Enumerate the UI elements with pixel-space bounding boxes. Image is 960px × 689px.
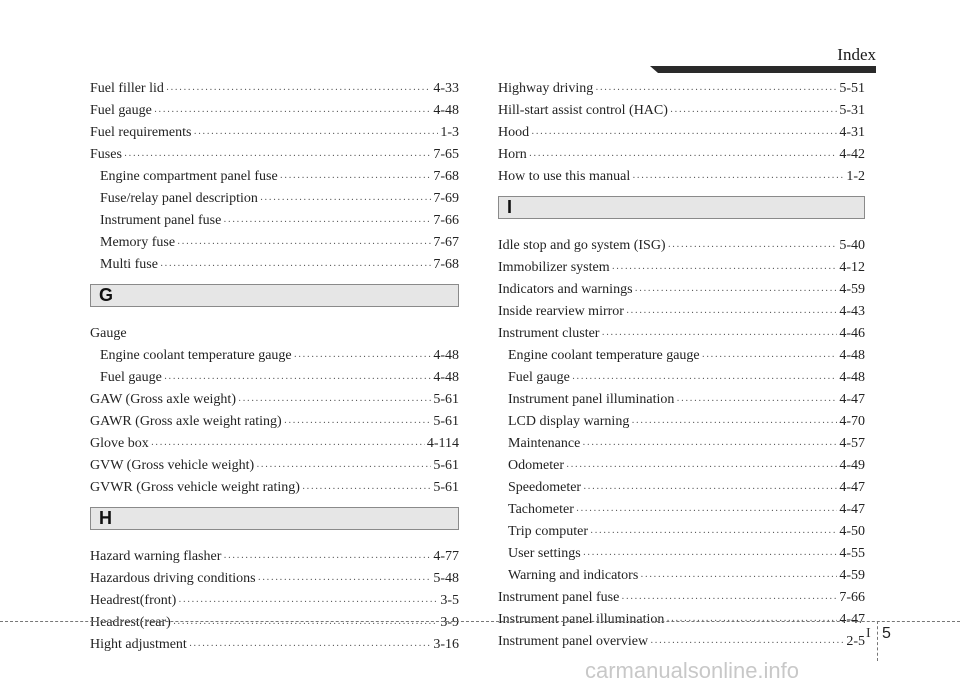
- dot-leader: [256, 459, 431, 477]
- entry-label: Hill-start assist control (HAC): [498, 103, 668, 118]
- entry-page-number: 4-77: [433, 549, 459, 564]
- entry-page-number: 4-48: [839, 370, 865, 385]
- entry-label: Warning and indicators: [508, 568, 639, 583]
- index-entry: [498, 521, 865, 543]
- section-header-i: I: [498, 196, 865, 219]
- index-entry: [498, 323, 865, 345]
- dot-leader: [223, 550, 431, 568]
- entry-page-number: 4-50: [839, 524, 865, 539]
- entry-page-number: 5-61: [433, 414, 459, 429]
- index-entry: [90, 345, 459, 367]
- footer-dashed-line: [0, 621, 960, 622]
- section-header-g: G: [90, 284, 459, 307]
- entry-label: GVW (Gross vehicle weight): [90, 458, 255, 473]
- index-entry: [498, 144, 865, 166]
- index-entry: [90, 612, 459, 634]
- index-entry: [498, 433, 865, 455]
- entry-group-f: [90, 78, 459, 276]
- entry-label: Instrument panel overview: [498, 634, 649, 649]
- index-entry: [90, 323, 459, 345]
- entry-label: Tachometer: [508, 502, 574, 517]
- entry-label: Instrument cluster: [498, 326, 600, 341]
- index-entry: [498, 345, 865, 367]
- entry-label: Headrest(rear): [90, 615, 171, 630]
- entry-label: Instrument panel illumination: [508, 392, 675, 407]
- entry-label: Horn: [498, 147, 527, 162]
- entry-page-number: 4-57: [839, 436, 865, 451]
- entry-label: Fuel gauge: [90, 103, 152, 118]
- entry-label: Odometer: [508, 458, 564, 473]
- index-entry: [498, 389, 865, 411]
- entry-page-number: 2-5: [846, 634, 865, 649]
- dot-leader: [280, 170, 432, 188]
- entry-group-g: [90, 323, 459, 499]
- section-header-h: H: [90, 507, 459, 530]
- entry-page-number: 4-47: [839, 392, 865, 407]
- index-entry: [90, 254, 459, 276]
- entry-page-number: 7-69: [433, 191, 459, 206]
- entry-page-number: 4-12: [839, 260, 865, 275]
- entry-label: GAW (Gross axle weight): [90, 392, 236, 407]
- dot-leader: [676, 393, 837, 411]
- index-entry: [498, 166, 865, 188]
- dot-leader: [632, 170, 844, 188]
- index-entry: [498, 499, 865, 521]
- entry-page-number: 4-43: [839, 304, 865, 319]
- index-entry: [90, 188, 459, 210]
- dot-leader: [668, 239, 838, 257]
- dot-leader: [166, 82, 431, 100]
- entry-label: Fuel requirements: [90, 125, 192, 140]
- entry-page-number: 4-33: [433, 81, 459, 96]
- entry-page-number: 4-48: [839, 348, 865, 363]
- entry-page-number: 4-46: [839, 326, 865, 341]
- entry-label: Instrument panel fuse: [498, 590, 620, 605]
- entry-label: Idle stop and go system (ISG): [498, 238, 666, 253]
- index-entry: [90, 590, 459, 612]
- index-entry: [498, 367, 865, 389]
- index-entry: [498, 78, 865, 100]
- dot-leader: [626, 305, 837, 323]
- dot-leader: [650, 635, 844, 653]
- dot-leader: [576, 503, 837, 521]
- dot-leader: [612, 261, 838, 279]
- index-entry: [90, 411, 459, 433]
- dot-leader: [164, 371, 432, 389]
- index-entry: [498, 235, 865, 257]
- dot-leader: [294, 349, 432, 367]
- entry-label: Glove box: [90, 436, 149, 451]
- entry-page-number: 3-9: [440, 615, 459, 630]
- entry-page-number: 4-114: [426, 436, 459, 451]
- dot-leader: [177, 236, 431, 254]
- entry-label: Gauge: [90, 326, 127, 341]
- dot-leader: [302, 481, 431, 499]
- header-bar: [658, 66, 876, 73]
- entry-label: Fuses: [90, 147, 122, 162]
- dot-leader: [154, 104, 432, 122]
- index-entry: [498, 477, 865, 499]
- entry-label: GAWR (Gross axle weight rating): [90, 414, 282, 429]
- index-entry: [498, 122, 865, 144]
- dot-leader: [595, 82, 837, 100]
- entry-label: Maintenance: [508, 436, 581, 451]
- footer-page-number: 5: [882, 625, 891, 642]
- entry-page-number: 1-2: [846, 169, 865, 184]
- entry-page-number: 7-68: [433, 257, 459, 272]
- dot-leader: [160, 258, 431, 276]
- entry-page-number: 7-65: [433, 147, 459, 162]
- footer-section-letter: I: [866, 626, 871, 641]
- entry-label: Highway driving: [498, 81, 594, 96]
- dot-leader: [631, 415, 837, 433]
- entry-page-number: 7-66: [433, 213, 459, 228]
- dot-leader: [670, 104, 837, 122]
- dot-leader: [189, 638, 432, 656]
- index-entry: [498, 455, 865, 477]
- index-entry: [90, 389, 459, 411]
- index-entry: [90, 166, 459, 188]
- entry-page-number: 4-47: [839, 502, 865, 517]
- entry-page-number: 4-42: [839, 147, 865, 162]
- index-entry: [498, 565, 865, 587]
- entry-page-number: 4-48: [433, 348, 459, 363]
- entry-page-number: 4-48: [433, 103, 459, 118]
- entry-label: Headrest(front): [90, 593, 177, 608]
- index-entry: [498, 587, 865, 609]
- dot-leader: [702, 349, 838, 367]
- index-entry: [90, 568, 459, 590]
- entry-page-number: 5-31: [839, 103, 865, 118]
- entry-label: Inside rearview mirror: [498, 304, 624, 319]
- dot-leader: [151, 437, 425, 455]
- entry-page-number: 5-40: [839, 238, 865, 253]
- dot-leader: [666, 613, 837, 631]
- index-entry: [90, 100, 459, 122]
- dot-leader: [635, 283, 838, 301]
- dot-leader: [173, 616, 439, 634]
- entry-label: Instrument panel fuse: [100, 213, 222, 228]
- entry-label: User settings: [508, 546, 581, 561]
- entry-label: Engine compartment panel fuse: [100, 169, 278, 184]
- entry-label: Immobilizer system: [498, 260, 610, 275]
- entry-group-h: [90, 546, 459, 656]
- dot-leader: [284, 415, 432, 433]
- entry-label: Hood: [498, 125, 530, 140]
- entry-page-number: 4-59: [839, 568, 865, 583]
- entry-page-number: 4-48: [433, 370, 459, 385]
- entry-label: Fuel gauge: [100, 370, 162, 385]
- entry-page-number: 4-47: [839, 612, 865, 627]
- dot-leader: [621, 591, 837, 609]
- entry-page-number: 4-55: [839, 546, 865, 561]
- entry-label: Hazard warning flasher: [90, 549, 222, 564]
- entry-group-i: [498, 235, 865, 653]
- dot-leader: [572, 371, 838, 389]
- index-entry: [498, 100, 865, 122]
- index-entry: [90, 546, 459, 568]
- dot-leader: [583, 547, 838, 565]
- index-entry: [90, 144, 459, 166]
- dot-leader: [583, 481, 837, 499]
- index-entry: [90, 634, 459, 656]
- entry-label: Fuel gauge: [508, 370, 570, 385]
- entry-page-number: 7-67: [433, 235, 459, 250]
- dot-leader: [223, 214, 431, 232]
- index-entry: [498, 257, 865, 279]
- entry-label: Fuse/relay panel description: [100, 191, 258, 206]
- entry-label: Speedometer: [508, 480, 582, 495]
- index-entry: [90, 433, 459, 455]
- entry-label: Memory fuse: [100, 235, 176, 250]
- dot-leader: [529, 148, 838, 166]
- header-title: Index: [837, 45, 876, 64]
- index-entry: [90, 367, 459, 389]
- entry-page-number: 4-49: [839, 458, 865, 473]
- entry-page-number: 5-51: [839, 81, 865, 96]
- dot-leader: [178, 594, 438, 612]
- index-entry: [90, 232, 459, 254]
- entry-label: LCD display warning: [508, 414, 630, 429]
- watermark: carmanualsonline.info: [585, 658, 800, 683]
- index-entry: [90, 477, 459, 499]
- entry-label: GVWR (Gross vehicle weight rating): [90, 480, 300, 495]
- entry-label: Engine coolant temperature gauge: [100, 348, 292, 363]
- index-entry: [498, 411, 865, 433]
- entry-page-number: 5-61: [433, 458, 459, 473]
- entry-page-number: 1-3: [440, 125, 459, 140]
- entry-label: Engine coolant temperature gauge: [508, 348, 700, 363]
- dot-leader: [640, 569, 837, 587]
- entry-page-number: 7-66: [839, 590, 865, 605]
- dot-leader: [590, 525, 837, 543]
- dot-leader: [193, 126, 438, 144]
- entry-page-number: 4-31: [839, 125, 865, 140]
- entry-label: Hight adjustment: [90, 637, 187, 652]
- dot-leader: [260, 192, 431, 210]
- entry-label: Instrument panel illumination: [498, 612, 665, 627]
- dot-leader: [582, 437, 837, 455]
- entry-page-number: 3-16: [433, 637, 459, 652]
- entry-page-number: 4-47: [839, 480, 865, 495]
- entry-page-number: 5-61: [433, 392, 459, 407]
- index-entry: [90, 455, 459, 477]
- entry-page-number: 4-59: [839, 282, 865, 297]
- index-entry: [90, 210, 459, 232]
- entry-label: Indicators and warnings: [498, 282, 633, 297]
- index-entry: [498, 543, 865, 565]
- entry-page-number: 3-5: [440, 593, 459, 608]
- entry-label: Trip computer: [508, 524, 588, 539]
- entry-page-number: 5-61: [433, 480, 459, 495]
- dot-leader: [566, 459, 837, 477]
- entry-page-number: 7-68: [433, 169, 459, 184]
- entry-label: How to use this manual: [498, 169, 631, 184]
- dot-leader: [238, 393, 431, 411]
- dot-leader: [601, 327, 837, 345]
- index-entry: [498, 631, 865, 653]
- footer-divider: [877, 621, 878, 661]
- index-entry: [90, 122, 459, 144]
- index-entry: [90, 78, 459, 100]
- entry-label: Multi fuse: [100, 257, 158, 272]
- index-entry: [498, 279, 865, 301]
- entry-label: Hazardous driving conditions: [90, 571, 256, 586]
- index-entry: [498, 609, 865, 631]
- index-column-right: [498, 78, 865, 653]
- entry-page-number: 5-48: [433, 571, 459, 586]
- entry-group-h-continued: [498, 78, 865, 188]
- index-entry: [498, 301, 865, 323]
- dot-leader: [258, 572, 432, 590]
- index-column-left: [90, 78, 459, 656]
- entry-label: Fuel filler lid: [90, 81, 164, 96]
- dot-leader: [124, 148, 431, 166]
- dot-leader: [531, 126, 837, 144]
- entry-page-number: 4-70: [839, 414, 865, 429]
